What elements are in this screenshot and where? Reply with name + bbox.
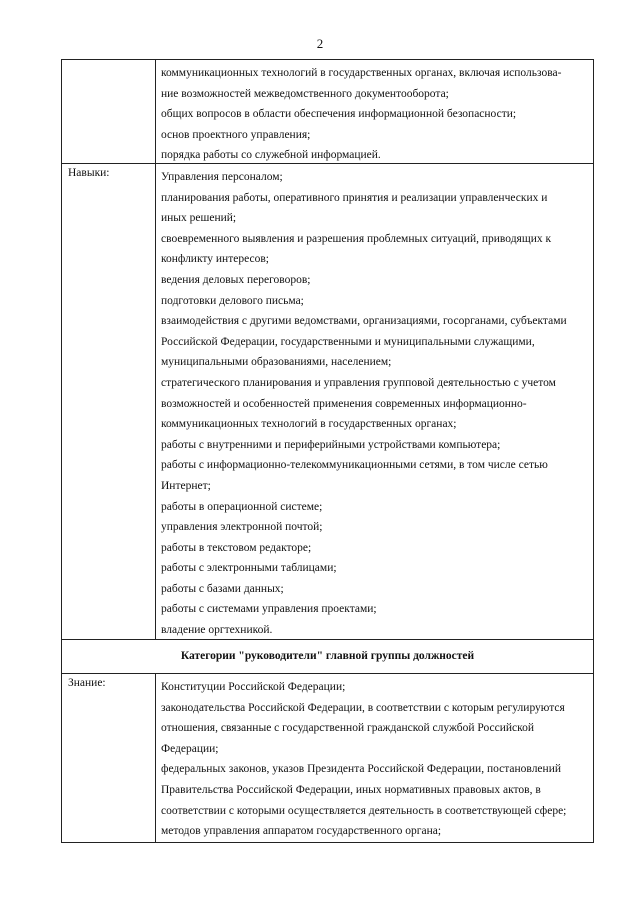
list-item: общих вопросов в области обеспечения информационной безопасности; <box>161 108 517 121</box>
list-item: подготовки делового письма; <box>161 294 304 307</box>
list-item: Конституции Российской Федерации; <box>161 681 346 693</box>
list-item: Интернет; <box>161 479 211 492</box>
list-item: иных решений; <box>161 212 237 225</box>
list-item: федеральных законов, указов Президента Российской Федерации, постановлений <box>161 763 562 776</box>
list-item: соответствии с которыми осуществляется деятельность в соответствующей сфере; <box>161 804 567 817</box>
list-item: ние возможностей межведомственного документооборота; <box>161 87 449 100</box>
requirements-table <box>61 59 594 843</box>
list-item: управления электронной почтой; <box>161 521 323 534</box>
list-item: коммуникационных технологий в государственных органах; <box>161 418 457 431</box>
list-item: работы с информационно-телекоммуникационными сетями, в том числе сетью <box>161 459 548 472</box>
row-content <box>156 60 593 163</box>
list-item: конфликту интересов; <box>161 253 269 266</box>
list-item: работы в текстовом редакторе; <box>161 541 312 554</box>
list-item: работы в операционной системе; <box>161 500 323 513</box>
list-item: ведения деловых переговоров; <box>161 273 311 286</box>
list-item: Управления персоналом; <box>161 171 283 183</box>
list-item: Федерации; <box>161 742 219 755</box>
row-label-knowledge: Знание: <box>62 674 156 842</box>
list-item: основ проектного управления; <box>161 128 311 141</box>
row-label <box>62 60 156 163</box>
list-item: работы с системами управления проектами; <box>161 603 377 616</box>
list-item: возможностей и особенностей применения современных информационно- <box>161 397 527 410</box>
table-row-knowledge-continued <box>62 60 593 164</box>
list-item: владение оргтехникой. <box>161 624 273 637</box>
row-content-skills <box>156 164 593 639</box>
list-item: законодательства Российской Федерации, в соответствии с которым регулируются <box>161 701 565 714</box>
list-item: муниципальными образованиями, населением; <box>161 356 392 369</box>
category-header: Категории "руководители" главной группы должностей <box>62 640 593 674</box>
list-item: Правительства Российской Федерации, иных нормативных правовых актов, в <box>161 783 541 796</box>
list-item: работы с базами данных; <box>161 582 284 595</box>
table-row-knowledge <box>62 674 593 843</box>
row-content-knowledge <box>156 674 593 842</box>
table-row-skills <box>62 164 593 640</box>
list-item: взаимодействия с другими ведомствами, организациями, госорганами, субъектами <box>161 315 567 328</box>
list-item: работы с внутренними и периферийными устройствами компьютера; <box>161 438 501 451</box>
page-number: 2 <box>316 36 324 51</box>
list-item: Российской Федерации, государственными и муниципальными служащими, <box>161 335 535 348</box>
list-item: стратегического планирования и управления групповой деятельностью с учетом <box>161 376 556 389</box>
list-item: планирования работы, оперативного принятия и реализации управленческих и <box>161 191 548 204</box>
list-item: методов управления аппаратом государственного органа; <box>161 825 442 838</box>
list-item: коммуникационных технологий в государственных органах, включая использова- <box>161 67 562 79</box>
row-label-skills: Навыки: <box>62 164 156 639</box>
list-item: отношения, связанные с государственной гражданской службой Российской <box>161 722 535 735</box>
list-item: своевременного выявления и разрешения проблемных ситуаций, приводящих к <box>161 232 552 245</box>
list-item: работы с электронными таблицами; <box>161 562 337 575</box>
list-item: порядка работы со служебной информацией. <box>161 149 381 162</box>
